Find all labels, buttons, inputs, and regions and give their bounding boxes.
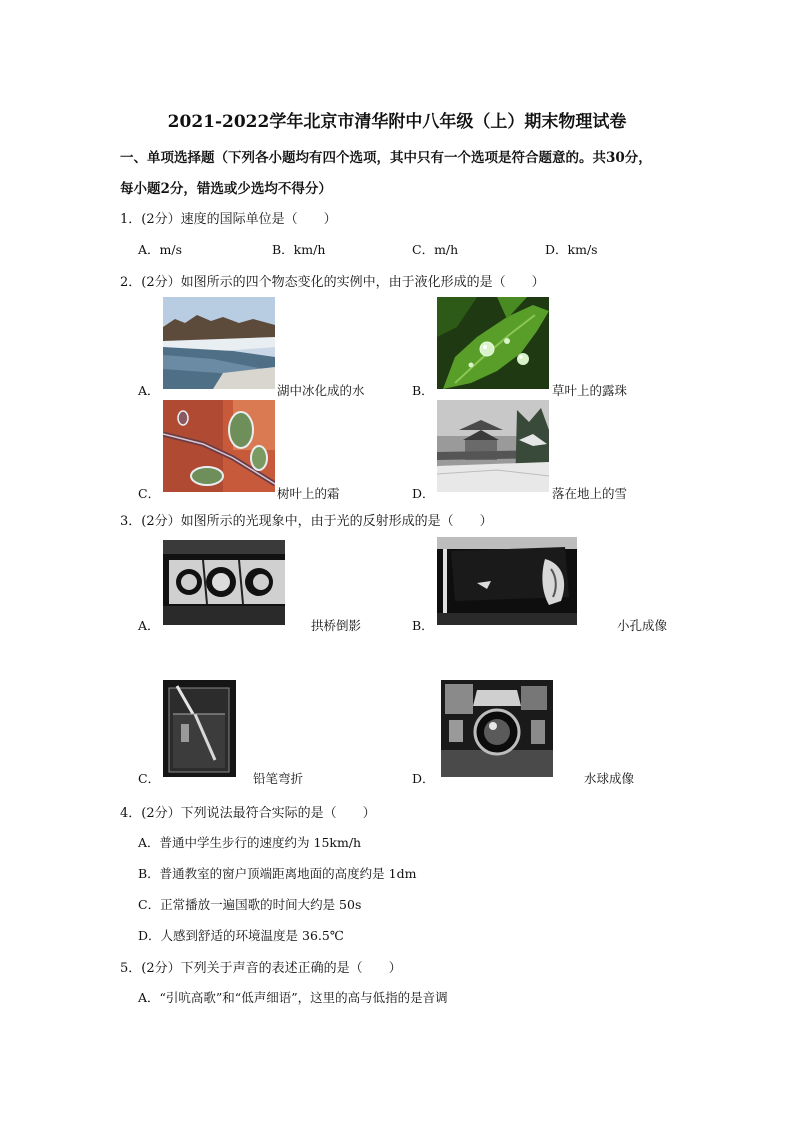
- question-2-caption-b: 草叶上的露珠: [552, 383, 628, 398]
- question-3-letter-b: B．: [412, 618, 434, 633]
- question-2-letter-b: B．: [412, 383, 434, 398]
- question-5-option-a: A．“引吭高歌”和“低声细语”，这里的高与低指的是音调: [138, 990, 448, 1005]
- question-3-caption-b: 小孔成像: [617, 618, 668, 633]
- image-pinhole-imaging: [437, 537, 577, 625]
- question-1-stem: 1．(2分）速度的国际单位是（ ）: [120, 212, 337, 227]
- question-2-caption-c: 树叶上的霜: [277, 486, 340, 501]
- image-arch-bridge-reflection: [163, 540, 285, 625]
- question-1-option-c: C．m/h: [412, 242, 459, 257]
- question-3-letter-d: D．: [412, 771, 435, 786]
- question-1-option-d: D．km/s: [545, 242, 598, 257]
- question-3-letter-a: A．: [138, 618, 160, 633]
- question-1-option-a: A．m/s: [138, 242, 183, 257]
- image-water-ball-imaging: [441, 680, 553, 777]
- question-2-letter-d: D．: [412, 486, 435, 501]
- question-4-option-d: D．人感到舒适的环境温度是 36.5℃: [138, 928, 344, 943]
- question-3-caption-a: 拱桥倒影: [311, 618, 362, 633]
- section-heading-line1: 一、单项选择题（下列各小题均有四个选项，其中只有一个选项是符合题意的。共30分，: [120, 150, 652, 166]
- photo-frost-on-leaves: [163, 400, 275, 492]
- question-4-stem: 4．(2分）下列说法最符合实际的是（ ）: [120, 806, 376, 821]
- question-4-option-c: C．正常播放一遍国歌的时间大约是 50s: [138, 897, 362, 912]
- question-3-caption-c: 铅笔弯折: [253, 771, 304, 786]
- photo-dew-on-leaf: [437, 297, 549, 389]
- question-5-stem: 5．(2分）下列关于声音的表述正确的是（ ）: [120, 961, 402, 976]
- section-heading-line2: 每小题2分，错选或少选均不得分）: [120, 181, 332, 197]
- question-2-caption-a: 湖中冰化成的水: [277, 383, 365, 398]
- question-2-stem: 2．(2分）如图所示的四个物态变化的实例中，由于液化形成的是（ ）: [120, 275, 545, 290]
- question-2-caption-d: 落在地上的雪: [552, 486, 628, 501]
- image-bent-pencil: [163, 680, 236, 777]
- question-2-letter-c: C．: [138, 486, 161, 501]
- question-2-letter-a: A．: [138, 383, 160, 398]
- question-3-letter-c: C．: [138, 771, 161, 786]
- photo-snow-on-ground: [437, 400, 549, 492]
- question-4-option-a: A．普通中学生步行的速度约为 15km/h: [138, 835, 362, 850]
- question-3-stem: 3．(2分）如图所示的光现象中，由于光的反射形成的是（ ）: [120, 514, 493, 529]
- photo-lake-ice-melting: [163, 297, 275, 389]
- question-4-option-b: B．普通教室的窗户顶端距离地面的高度约是 1dm: [138, 866, 417, 881]
- question-3-caption-d: 水球成像: [584, 771, 635, 786]
- question-1-option-b: B．km/h: [272, 242, 326, 257]
- page-title: 2021-2022学年北京市清华附中八年级（上）期末物理试卷: [167, 112, 627, 132]
